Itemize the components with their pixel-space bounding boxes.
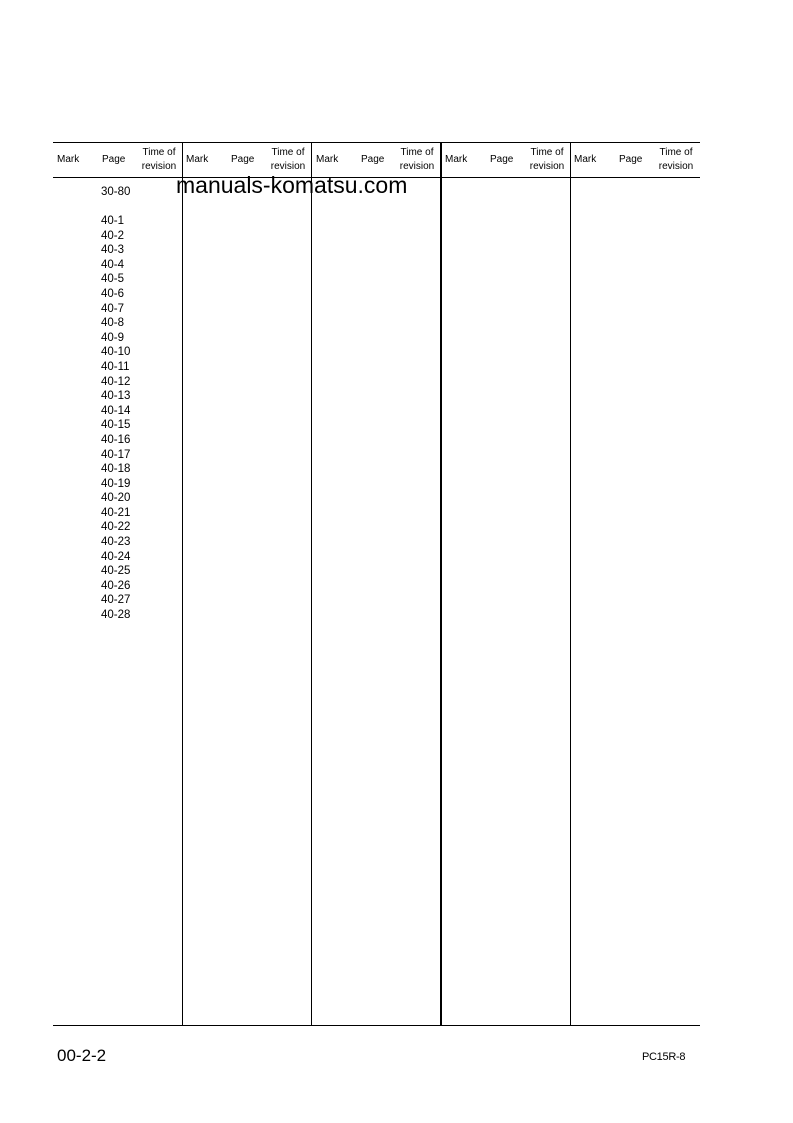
page-entry: 40-25: [101, 565, 131, 578]
page-entry: 40-7: [101, 302, 125, 315]
header-mark: Mark: [445, 154, 468, 165]
header-time-of-revision: Time of revision: [141, 147, 177, 172]
header-time-of-revision: Time of revision: [529, 147, 565, 172]
page-entry: 40-20: [101, 492, 131, 505]
page-entry: 40-26: [101, 579, 131, 592]
page-entry: 40-3: [101, 244, 125, 257]
page-entry: 40-2: [101, 229, 125, 242]
column-separator: [440, 142, 442, 1026]
header-time-of-revision: Time of revision: [399, 147, 435, 172]
page-entry: 40-5: [101, 273, 125, 286]
page-entry: 40-18: [101, 463, 131, 476]
header-page: Page: [231, 154, 255, 165]
footer-model: PC15R-8: [642, 1051, 686, 1063]
page-list: [101, 184, 130, 623]
page-entry: 40-4: [101, 258, 125, 271]
header-mark: Mark: [186, 154, 209, 165]
header-group-1: [53, 143, 182, 177]
header-group-5: [570, 143, 700, 177]
column-separator: [182, 142, 183, 1026]
page-entry: 40-9: [101, 331, 125, 344]
page-entry: 40-13: [101, 390, 131, 403]
header-page: Page: [361, 154, 385, 165]
page-entry: 40-14: [101, 404, 131, 417]
page-entry: 40-22: [101, 521, 131, 534]
page-entry: 40-6: [101, 287, 125, 300]
column-separator: [311, 142, 312, 1026]
header-page: Page: [619, 154, 643, 165]
header-page: Page: [490, 154, 514, 165]
page-entry: 40-12: [101, 375, 131, 388]
page-entry: 40-23: [101, 536, 131, 549]
page-entry: 40-1: [101, 215, 125, 227]
header-group-4: [441, 143, 570, 177]
page-entry: 40-28: [101, 609, 131, 622]
page-entry: 40-11: [101, 360, 130, 373]
page-entry: 40-15: [101, 419, 131, 432]
page-entry: 40-10: [101, 346, 131, 359]
table-bottom-rule: [53, 1025, 700, 1026]
page-entry: 30-80: [101, 186, 131, 198]
page-entry: 40-16: [101, 433, 131, 446]
page-entry: 40-24: [101, 550, 131, 563]
page-entry: 40-17: [101, 448, 131, 461]
header-time-of-revision: Time of revision: [270, 147, 306, 172]
watermark: manuals-komatsu.com: [176, 172, 408, 198]
header-mark: Mark: [574, 154, 597, 165]
page-entry: 40-8: [101, 317, 125, 330]
header-time-of-revision: Time of revision: [658, 147, 694, 172]
page-entry: 40-19: [101, 477, 131, 490]
header-page: Page: [102, 154, 126, 165]
header-mark: Mark: [316, 154, 339, 165]
page-entry: 40-21: [101, 506, 131, 519]
footer-page-number: 00-2-2: [57, 1046, 107, 1065]
header-mark: Mark: [57, 154, 80, 165]
column-separator: [570, 142, 571, 1026]
page-entry: 40-27: [101, 594, 131, 607]
